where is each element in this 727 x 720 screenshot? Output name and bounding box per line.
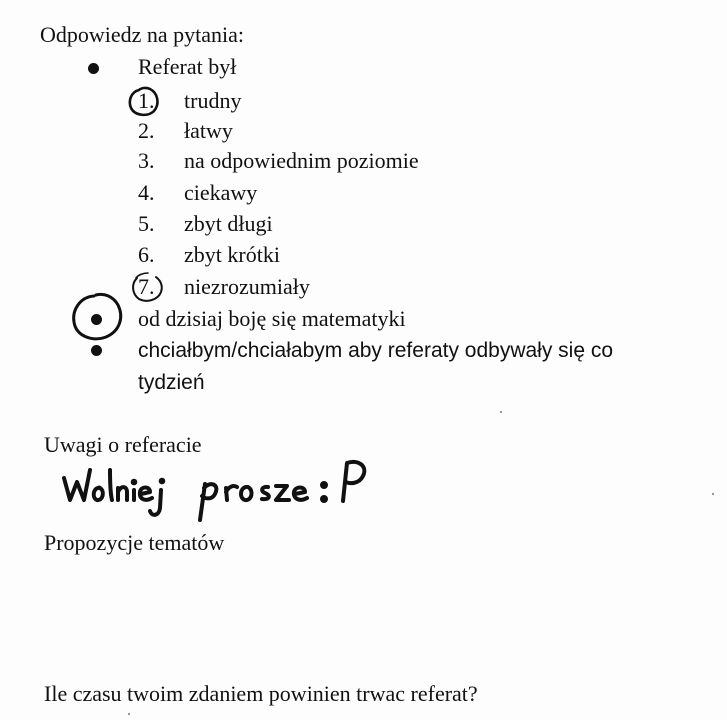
option-number: 5. [138, 211, 155, 236]
referat-question: Referat był [138, 54, 237, 79]
option-text: trudny [184, 88, 242, 113]
option-text: zbyt krótki [184, 242, 280, 267]
option-number: 6. [138, 242, 155, 267]
scan-speck [128, 713, 130, 715]
duration-question: Ile czasu twoim zdaniem powinien trwac referat? [44, 681, 478, 706]
option-text: łatwy [184, 118, 233, 143]
questions-heading: Odpowiedz na pytania: [40, 22, 245, 47]
scan-speck [712, 493, 714, 495]
scan-speck [500, 411, 502, 413]
bullet-icon [88, 63, 99, 74]
topics-label: Propozycje tematów [44, 530, 225, 555]
option-number: 7. [138, 274, 155, 299]
handwritten-answer [64, 462, 364, 520]
option-number: 4. [138, 180, 155, 205]
remarks-label: Uwagi o referacie [44, 432, 202, 457]
option-text: niezrozumiały [184, 274, 310, 299]
statement-weekly-line1[interactable]: chciałbym/chciałabym aby referaty odbywały się co [138, 339, 614, 362]
option-text: zbyt długi [184, 211, 273, 236]
option-text: ciekawy [184, 180, 258, 205]
statement-fear[interactable]: od dzisiaj boję się matematyki [138, 306, 406, 331]
option-number: 2. [138, 118, 155, 143]
option-number: 3. [138, 148, 155, 173]
option-number: 1. [138, 88, 155, 113]
bullet-icon [91, 314, 102, 325]
bullet-icon [91, 345, 102, 356]
option-text: na odpowiednim poziomie [184, 148, 419, 173]
statement-weekly-line2: tydzień [138, 371, 205, 394]
